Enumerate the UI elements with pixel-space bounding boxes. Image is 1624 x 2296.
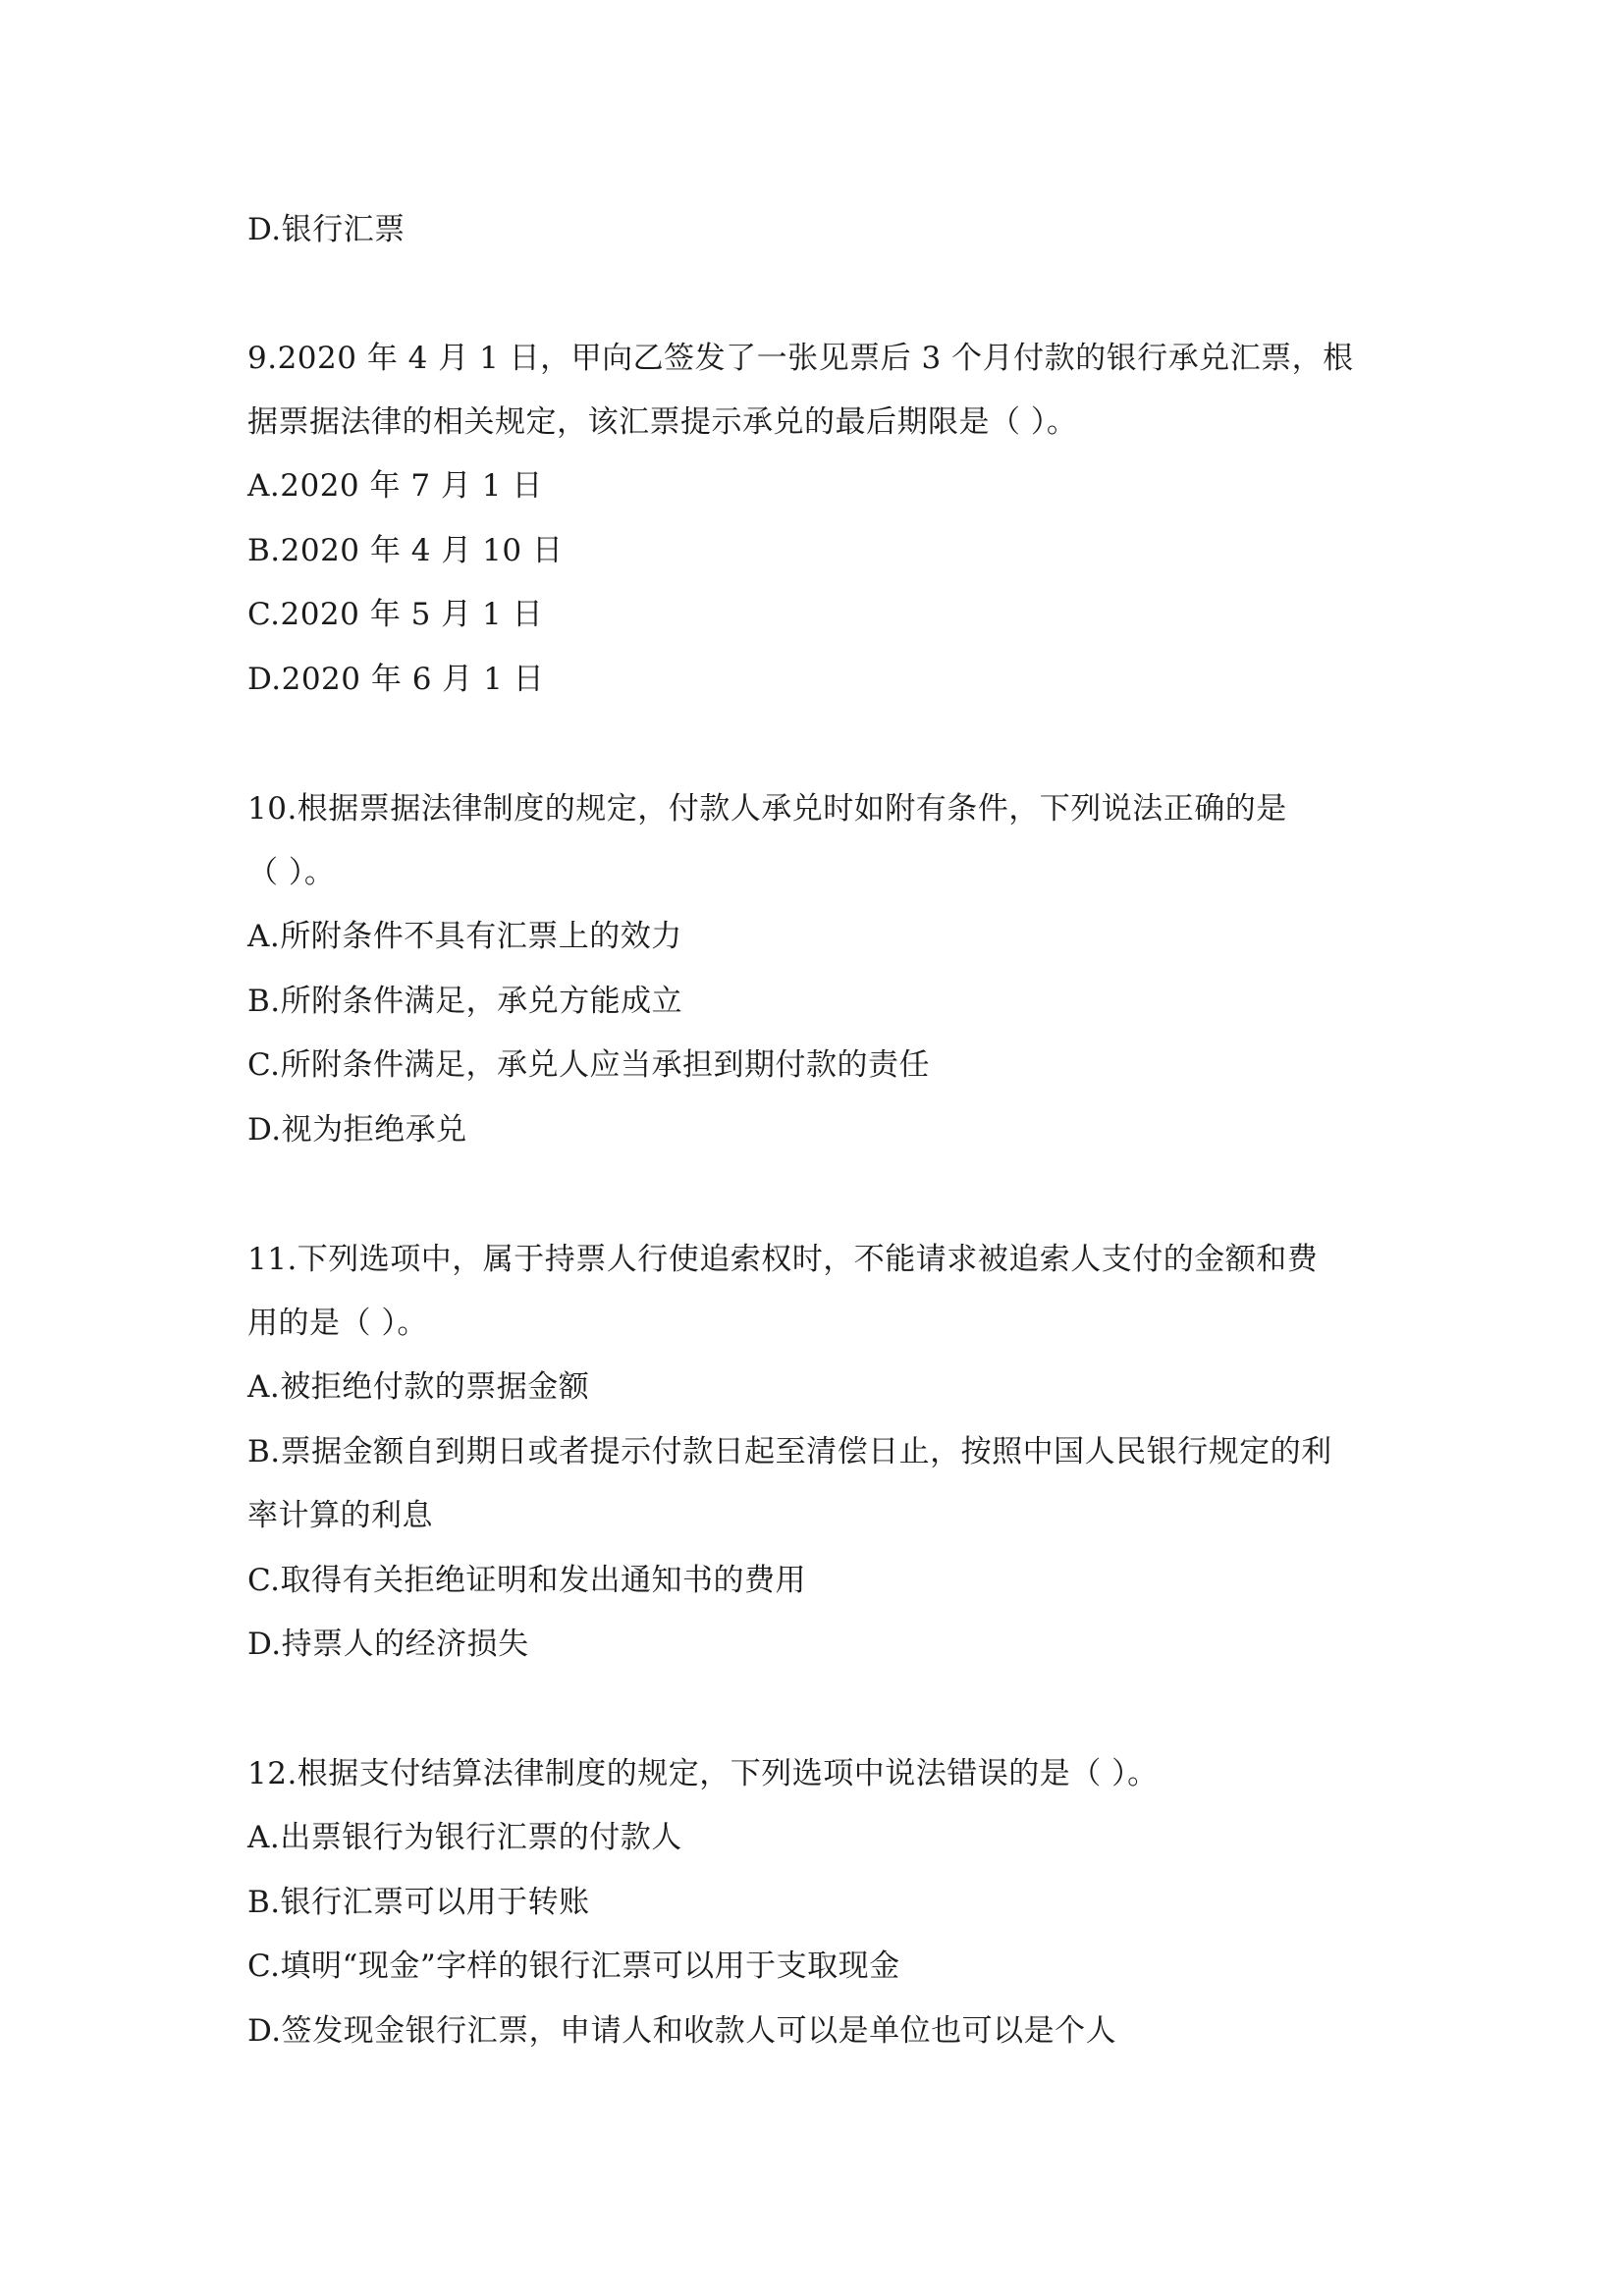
q10-option-b: B.所附条件满足，承兑方能成立 [247,984,683,1019]
q9-stem-line1: 9.2020 年 4 月 1 日，甲向乙签发了一张见票后 3 个月付款的银行承兑汇票，根 [247,341,1354,376]
q12-option-a: A.出票银行为银行汇票的付款人 [247,1820,682,1855]
q10-option-c: C.所附条件满足，承兑人应当承担到期付款的责任 [247,1047,930,1083]
q10-stem-line2: （ ）。 [247,855,336,890]
q10-stem-line1: 10.根据票据法律制度的规定，付款人承兑时如附有条件，下列说法正确的是 [247,791,1287,827]
q12-stem-line1: 12.根据支付结算法律制度的规定，下列选项中说法错误的是（ ）。 [247,1756,1159,1791]
q11-option-a: A.被拒绝付款的票据金额 [247,1369,590,1405]
q9-option-c: C.2020 年 5 月 1 日 [247,597,544,632]
q9-option-d: D.2020 年 6 月 1 日 [247,662,545,697]
q11-stem-line2: 用的是（ ）。 [247,1306,428,1341]
q12-option-d: D.签发现金银行汇票，申请人和收款人可以是单位也可以是个人 [247,2013,1117,2049]
q10-option-d: D.视为拒绝承兑 [247,1112,467,1148]
q9-stem-line2: 据票据法律的相关规定，该汇票提示承兑的最后期限是（ ）。 [247,404,1078,440]
q11-option-c: C.取得有关拒绝证明和发出通知书的费用 [247,1563,806,1598]
q9-option-a: A.2020 年 7 月 1 日 [247,468,543,504]
q11-option-d: D.持票人的经济损失 [247,1627,529,1662]
q11-option-b-line1: B.票据金额自到期日或者提示付款日起至清偿日止，按照中国人民银行规定的利 [247,1434,1332,1469]
q11-option-b-line2: 率计算的利息 [247,1498,433,1533]
q9-option-b: B.2020 年 4 月 10 日 [247,533,564,568]
q11-stem-line1: 11.下列选项中，属于持票人行使追索权时，不能请求被追索人支付的金额和费 [247,1242,1319,1277]
q8-option-d: D.银行汇票 [247,212,406,247]
q12-option-c: C.填明“现金”字样的银行汇票可以用于支取现金 [247,1949,900,1984]
q12-option-b: B.银行汇票可以用于转账 [247,1885,590,1920]
q10-option-a: A.所附条件不具有汇票上的效力 [247,919,682,954]
